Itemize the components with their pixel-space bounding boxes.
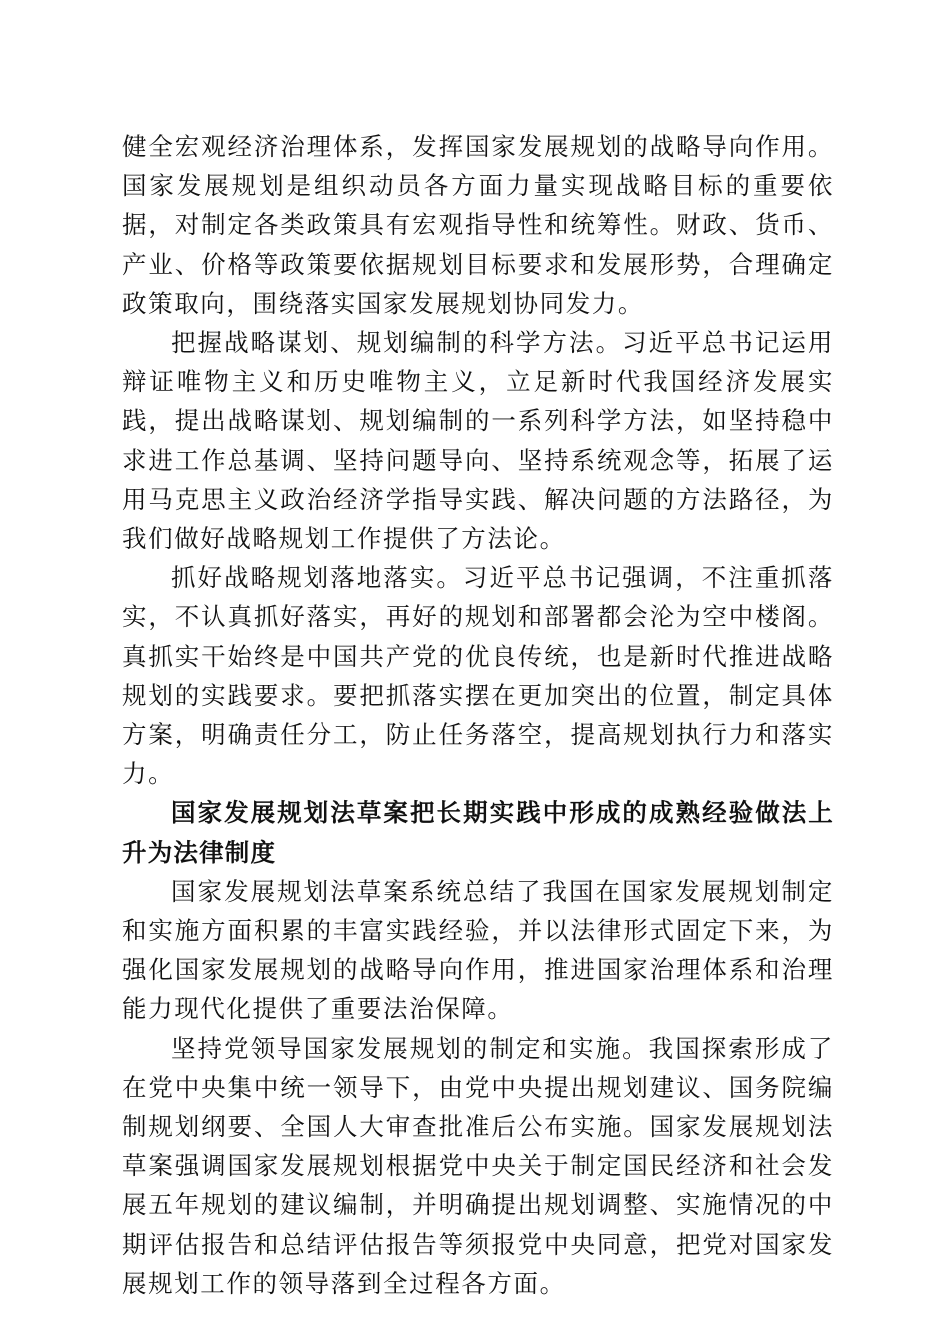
paragraph-party-leadership: 坚持党领导国家发展规划的制定和实施。我国探索形成了在党中央集中统一领导下，由党中央提出规划建议、国务院编制规划纲要、全国人大审查批准后公布实施。国家发展规划法草案强调国家发展规划根据党中央关于制定国民经济和社会发展五年规划的建议编制，并明确提出规划调整、实施情况的中期评估报告和总结评估报告等须报党中央同意，把党对国家发展规划工作的领导落到全过程各方面。 (122, 1033, 834, 1298)
paragraph-implementation: 抓好战略规划落地落实。习近平总书记强调，不注重抓落实，不认真抓好落实，再好的规划和部署都会沦为空中楼阁。真抓实干始终是中国共产党的优良传统，也是新时代推进战略规划的实践要求。要把抓落实摆在更加突出的位置，制定具体方案，明确责任分工，防止任务落空，提高规划执行力和落实力。 (122, 563, 834, 789)
paragraph-macro-governance: 健全宏观经济治理体系，发挥国家发展规划的战略导向作用。国家发展规划是组织动员各方面力量实现战略目标的重要依据，对制定各类政策具有宏观指导性和统筹性。财政、货币、产业、价格等政策要依据规划目标要求和发展形势，合理确定政策取向，围绕落实国家发展规划协同发力。 (122, 132, 834, 318)
document-page (122, 127, 834, 1303)
paragraph-draft-law-summary: 国家发展规划法草案系统总结了我国在国家发展规划制定和实施方面积累的丰富实践经验，并以法律形式固定下来，为强化国家发展规划的战略导向作用，推进国家治理体系和治理能力现代化提供了重要法治保障。 (122, 876, 834, 1024)
section-heading: 国家发展规划法草案把长期实践中形成的成熟经验做法上升为法律制度 (122, 798, 834, 867)
paragraph-scientific-methods: 把握战略谋划、规划编制的科学方法。习近平总书记运用辩证唯物主义和历史唯物主义，立足新时代我国经济发展实践，提出战略谋划、规划编制的一系列科学方法，如坚持稳中求进工作总基调、坚持问题导向、坚持系统观念等，拓展了运用马克思主义政治经济学指导实践、解决问题的方法路径，为我们做好战略规划工作提供了方法论。 (122, 328, 834, 554)
